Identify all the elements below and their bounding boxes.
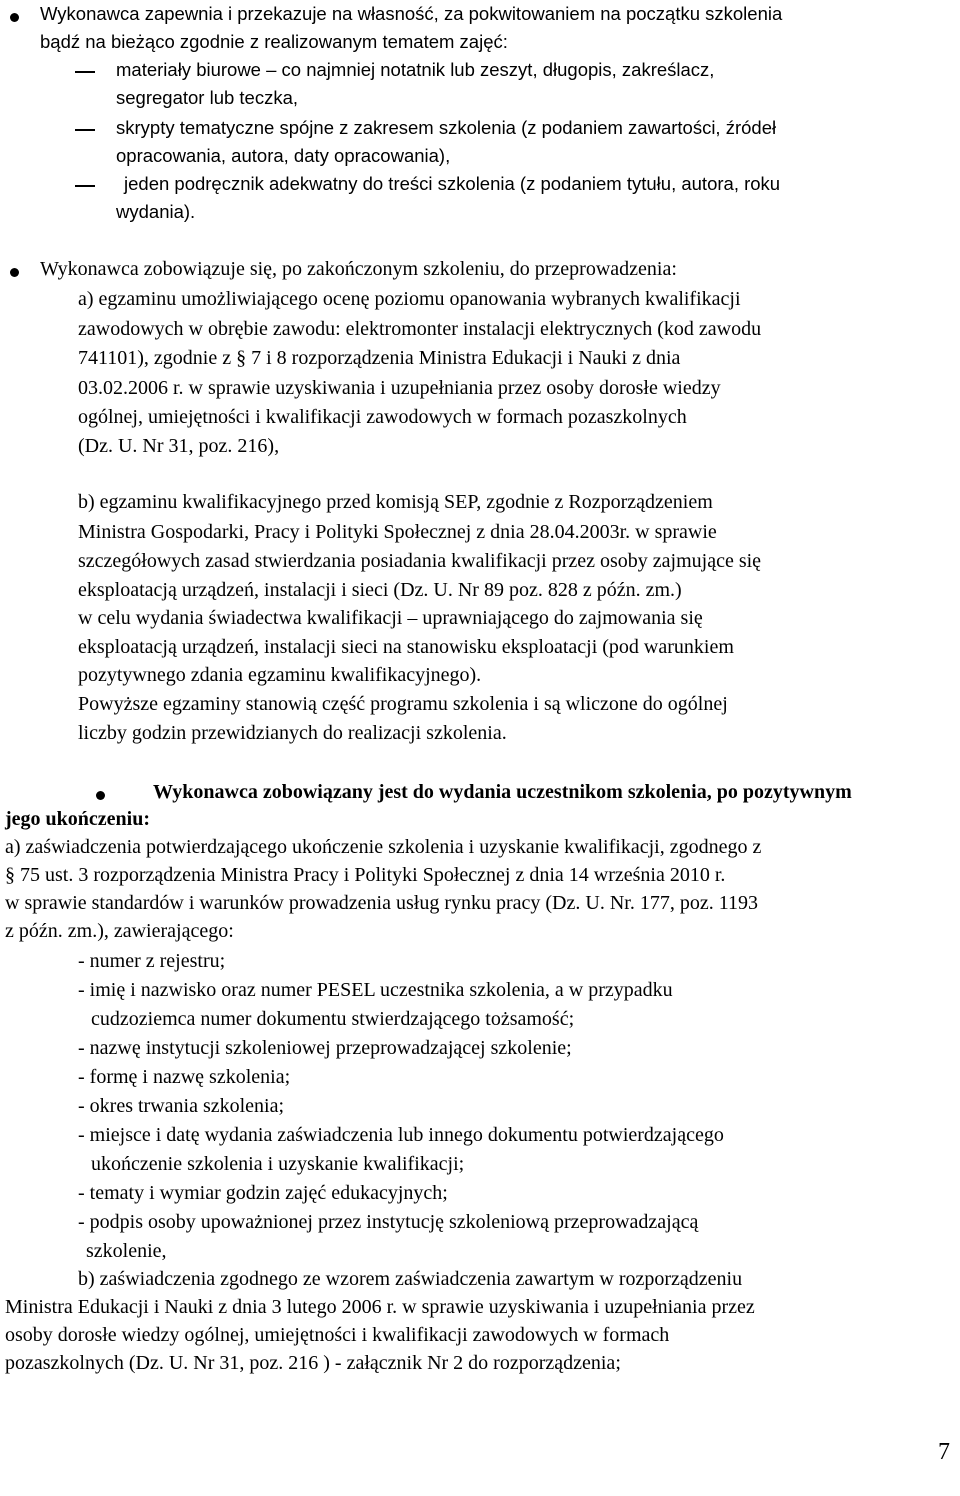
section1-item-line: skrypty tematyczne spójne z zakresem szkolenia (z podaniem zawartości, źródeł: [116, 117, 777, 138]
section3-list-item: - imię i nazwisko oraz numer PESEL uczestnika szkolenia, a w przypadku: [78, 979, 673, 1001]
section3-list-item: - numer z rejestru;: [78, 950, 226, 972]
bullet-icon: [10, 268, 19, 277]
section2-a-line: 741101), zgodnie z § 7 i 8 rozporządzenia Ministra Edukacji i Nauki z dnia: [78, 347, 681, 369]
dash-icon: [75, 185, 95, 187]
section2-summary-line: liczby godzin przewidzianych do realizacji szkolenia.: [78, 722, 507, 744]
section3-list-item: - podpis osoby upoważnionej przez instytucję szkoleniową przeprowadzającą: [78, 1211, 699, 1233]
section1-item-line: opracowania, autora, daty opracowania),: [116, 145, 451, 166]
section2-summary-line: Powyższe egzaminy stanowią część programu szkolenia i są wliczone do ogólnej: [78, 693, 728, 715]
section2-b-line: Ministra Gospodarki, Pracy i Polityki Społecznej z dnia 28.04.2003r. w sprawie: [78, 521, 717, 543]
section2-b-line: szczegółowych zasad stwierdzania posiadania kwalifikacji przez osoby zajmujące się: [78, 550, 762, 572]
section2-b-line: pozytywnego zdania egzaminu kwalifikacyjnego).: [78, 664, 482, 686]
section3-a-line: § 75 ust. 3 rozporządzenia Ministra Pracy i Polityki Społecznej z dnia 14 września 2010 r.: [5, 864, 726, 886]
section1-item-line: wydania).: [116, 201, 196, 222]
dash-icon: [75, 71, 95, 73]
section3-b-line: osoby dorosłe wiedzy ogólnej, umiejętności i kwalifikacji zawodowych w formach: [5, 1324, 670, 1346]
section2-b-line: b) egzaminu kwalifikacyjnego przed komisją SEP, zgodnie z Rozporządzeniem: [78, 491, 713, 513]
section3-a-line: a) zaświadczenia potwierdzającego ukończenie szkolenia i uzyskanie kwalifikacji, zgodnego z: [5, 836, 762, 858]
section3-list-item: - tematy i wymiar godzin zajęć edukacyjnych;: [78, 1182, 448, 1204]
section3-list-item: - okres trwania szkolenia;: [78, 1095, 285, 1117]
section1-item-line: jeden podręcznik adekwatny do treści szkolenia (z podaniem tytułu, autora, roku: [124, 173, 781, 194]
section3-list-item: cudzoziemca numer dokumentu stwierdzającego tożsamość;: [91, 1008, 575, 1030]
section2-a-line: ogólnej, umiejętności i kwalifikacji zawodowych w formach pozaszkolnych: [78, 406, 687, 428]
section3-b-line: b) zaświadczenia zgodnego ze wzorem zaświadczenia zawartym w rozporządzeniu: [78, 1268, 743, 1290]
section3-list-item: szkolenie,: [86, 1240, 167, 1262]
section3-b-line: Ministra Edukacji i Nauki z dnia 3 lutego 2006 r. w sprawie uzyskiwania i uzupełniania przez: [5, 1296, 755, 1318]
section3-list-item: - formę i nazwę szkolenia;: [78, 1066, 291, 1088]
section2-b-line: w celu wydania świadectwa kwalifikacji – uprawniającego do zajmowania się: [78, 607, 703, 629]
section3-list-item: - nazwę instytucji szkoleniowej przeprowadzającej szkolenie;: [78, 1037, 572, 1059]
page-number: 7: [938, 1439, 950, 1465]
section2-b-line: eksploatacją urządzeń, instalacji sieci na stanowisku eksploatacji (pod warunkiem: [78, 636, 734, 658]
section3-list-item: - miejsce i datę wydania zaświadczenia lub innego dokumentu potwierdzającego: [78, 1124, 724, 1146]
section3-heading: Wykonawca zobowiązany jest do wydania uczestnikom szkolenia, po pozytywnym: [153, 781, 852, 803]
bullet-icon: [96, 791, 105, 800]
section2-a-line: zawodowych w obrębie zawodu: elektromonter instalacji elektrycznych (kod zawodu: [78, 318, 762, 340]
section3-list-item: ukończenie szkolenia i uzyskanie kwalifikacji;: [91, 1153, 465, 1175]
section3-heading: jego ukończeniu:: [5, 808, 150, 830]
section2-intro: Wykonawca zobowiązuje się, po zakończonym szkoleniu, do przeprowadzenia:: [40, 258, 677, 280]
section2-a-line: a) egzaminu umożliwiającego ocenę poziomu opanowania wybranych kwalifikacji: [78, 288, 741, 310]
section1-item-line: segregator lub teczka,: [116, 87, 299, 108]
section2-a-line: 03.02.2006 r. w sprawie uzyskiwania i uzupełniania przez osoby dorosłe wiedzy: [78, 377, 721, 399]
section1-item-line: materiały biurowe – co najmniej notatnik lub zeszyt, długopis, zakreślacz,: [116, 59, 715, 80]
bullet-icon: [10, 13, 19, 22]
section3-a-line: w sprawie standardów i warunków prowadzenia usług rynku pracy (Dz. U. Nr. 177, poz. 1193: [5, 892, 758, 914]
section1-line2: bądź na bieżąco zgodnie z realizowanym tematem zajęć:: [40, 31, 508, 52]
section3-b-line: pozaszkolnych (Dz. U. Nr 31, poz. 216 ) - załącznik Nr 2 do rozporządzenia;: [5, 1352, 621, 1374]
section2-a-line: (Dz. U. Nr 31, poz. 216),: [78, 435, 280, 457]
section3-a-line: z późn. zm.), zawierającego:: [5, 920, 234, 942]
dash-icon: [75, 129, 95, 131]
section2-b-line: eksploatacją urządzeń, instalacji i sieci (Dz. U. Nr 89 poz. 828 z późn. zm.): [78, 579, 682, 601]
section1-line1: Wykonawca zapewnia i przekazuje na własność, za pokwitowaniem na początku szkolenia: [40, 3, 783, 24]
